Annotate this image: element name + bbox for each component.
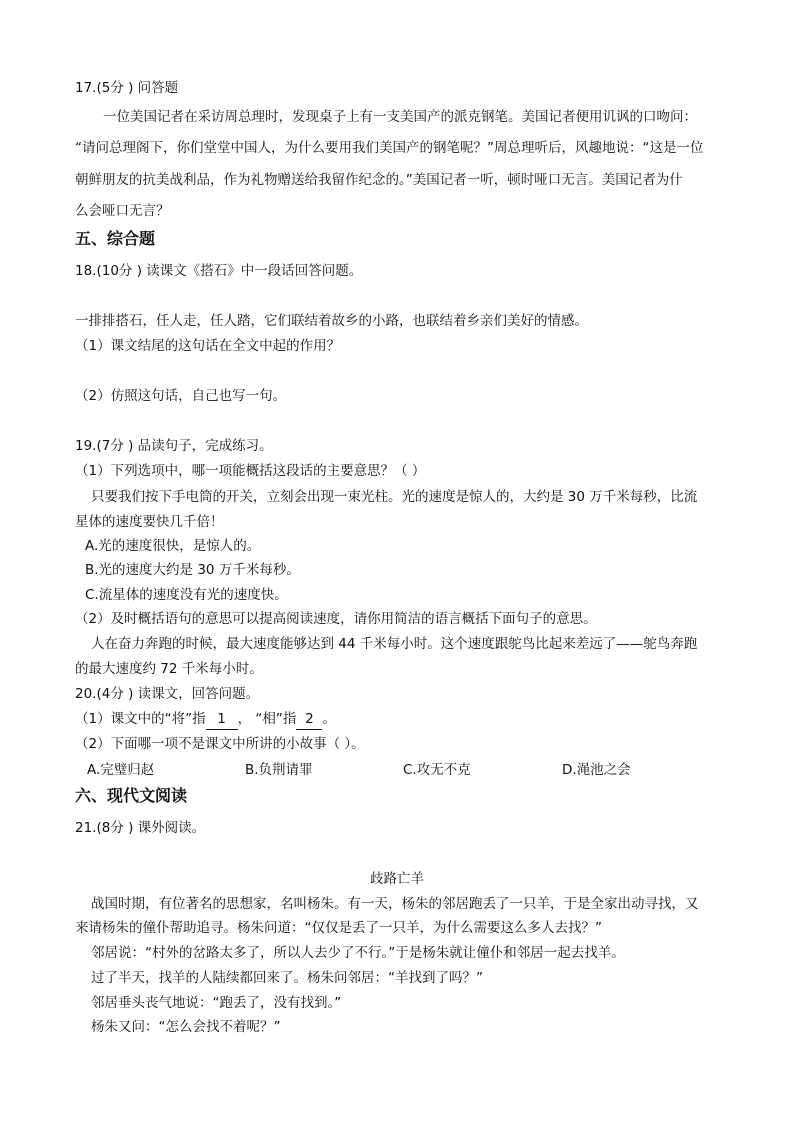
q17-line-2: “请问总理阁下，你们堂堂中国人，为什么要用我们美国产的钢笔呢？”周总理听后，风趣地说：“这是一位 (75, 140, 704, 156)
q19-option-c: C.流星体的速度没有光的速度快。 (85, 587, 288, 603)
q19-option-b: B.光的速度大约是 30 万千米每秒。 (85, 562, 300, 578)
q21-line-4: 过了半天，找羊的人陆续都回来了。杨朱问邻居：“羊找到了吗？” (91, 970, 483, 986)
q19-sub-question-2: （2）及时概括语句的意思可以提高阅读速度，请你用简洁的语言概括下面句子的意思。 (75, 611, 597, 627)
q19-passage-2-line-1: 人在奋力奔跑的时候，最大速度能够达到 44 千米每小时。这个速度跟鸵鸟比起来差远了——鸵鸟奔跑 (91, 636, 698, 652)
q21-story-title: 歧路亡羊 (370, 871, 424, 887)
q21-line-3: 邻居说：“村外的岔路太多了，所以人去少了不行。”于是杨朱就让僮仆和邻居一起去找羊。 (91, 945, 625, 961)
q21-line-1: 战国时期，有位著名的思想家，名叫杨朱。有一天，杨朱的邻居跑丢了一只羊，于是全家出动寻找，又 (91, 896, 699, 912)
q19-passage-1-line-1: 只要我们按下手电筒的开关，立刻会出现一束光柱。光的速度是惊人的，大约是 30 万千米每秒，比流 (91, 489, 698, 505)
q17-line-3: 朝鲜朋友的抗美战利品，作为礼物赠送给我留作纪念的。”美国记者一听，顿时哑口无言。美国记者为什 (75, 172, 683, 188)
q20-option-c: C.攻无不克 (403, 762, 471, 778)
q18-header: 18.(10分 ) 读课文《搭石》中一段话回答问题。 (75, 263, 363, 279)
q20-header: 20.(4分 ) 读课文，回答问题。 (75, 686, 260, 702)
q17-header: 17.(5分 ) 问答题 (75, 80, 179, 96)
q19-passage-1-line-2: 星体的速度要快几千倍！ (75, 514, 224, 530)
section-heading-5: 五、综合题 (75, 229, 156, 248)
q18-sub-question-2: （2）仿照这句话，自己也写一句。 (75, 388, 287, 404)
q21-header: 21.(8分 ) 课外阅读。 (75, 820, 206, 836)
q20-option-b: B.负荆请罪 (245, 762, 313, 778)
q20-option-a: A.完璧归赵 (87, 762, 155, 778)
q18-sub-question-1: （1）课文结尾的这句话在全文中起的作用？ (75, 338, 341, 354)
q21-line-2: 来请杨朱的僮仆帮助追寻。杨朱问道：“仅仅是丢了一只羊，为什么需要这么多人去找？” (75, 920, 602, 936)
q21-line-5: 邻居垂头丧气地说：“跑丢了，没有找到。” (91, 995, 342, 1011)
q17-line-1: 一位美国记者在采访周总理时，发现桌子上有一支美国产的派克钢笔。美国记者便用讥讽的口吻问： (103, 109, 697, 125)
q20-sub1-text-b: ， “相”指 (237, 711, 297, 727)
q20-option-d: D.渑池之会 (562, 762, 631, 778)
q20-sub-question-2: （2）下面哪一项不是课文中所讲的小故事（ ）。 (75, 736, 365, 752)
q20-sub1-text-a: （1）课文中的“将”指 (75, 711, 206, 727)
q21-line-6: 杨朱又问：“怎么会找不着呢？” (91, 1019, 281, 1035)
q18-passage: 一排排搭石，任人走，任人踏，它们联结着故乡的小路，也联结着乡亲们美好的情感。 (75, 313, 588, 329)
q17-line-4: 么会哑口无言？ (75, 203, 170, 219)
q20-blank-2: 2 (296, 709, 322, 730)
q19-sub-question-1: （1）下列选项中，哪一项能概括这段话的主要意思？（ ） (75, 463, 426, 479)
q19-option-a: A.光的速度很快，是惊人的。 (85, 538, 261, 554)
section-heading-6: 六、现代文阅读 (75, 786, 188, 805)
q20-sub1-text-c: 。 (322, 711, 336, 727)
q19-header: 19.(7分 ) 品读句子，完成练习。 (75, 438, 273, 454)
q20-blank-1: 1 (206, 709, 238, 730)
q20-sub-question-1 (75, 709, 336, 730)
q19-passage-2-line-2: 的最大速度约 72 千米每小时。 (75, 661, 263, 677)
